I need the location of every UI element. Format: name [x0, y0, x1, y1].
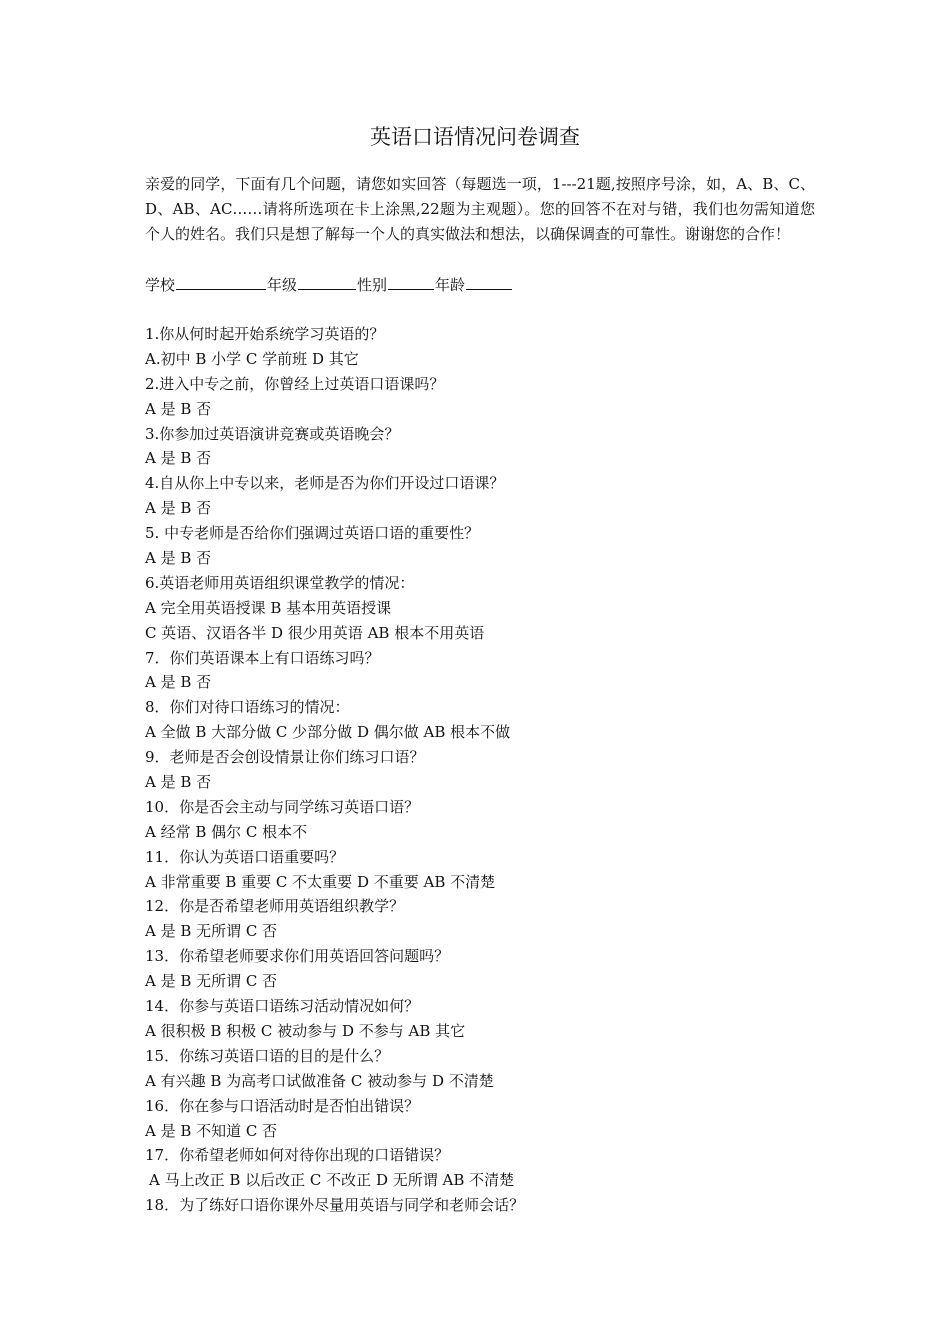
question-line: 15．你练习英语口语的目的是什么？ [145, 1046, 390, 1065]
question-line: 2.进入中专之前，你曾经上过英语口语课吗？ [145, 374, 445, 393]
question-line: 6.英语老师用英语组织课堂教学的情况： [145, 573, 415, 592]
gender-blank[interactable] [388, 273, 434, 290]
answer-line: A 是 B 不知道 C 否 [145, 1121, 278, 1140]
answer-line: A 是 B 否 [145, 499, 212, 518]
answer-line: A 非常重要 B 重要 C 不太重要 D 不重要 AB 不清楚 [145, 872, 496, 891]
question-line: 11．你认为英语口语重要吗？ [145, 847, 345, 866]
question-line: 12．你是否希望老师用英语组织教学？ [145, 897, 405, 916]
answer-line: A 是 B 否 [145, 449, 212, 468]
question-line: 14．你参与英语口语练习活动情况如何？ [145, 997, 420, 1016]
question-line: 3.你参加过英语演讲竞赛或英语晚会？ [145, 424, 400, 443]
student-info-fields [145, 273, 815, 298]
question-line: 1.你从何时起开始系统学习英语的？ [145, 325, 385, 343]
page-title: 英语口语情况问卷调查 [370, 125, 580, 149]
answer-line: A 经常 B 偶尔 C 根本不 [145, 822, 308, 841]
question-line: 4.自从你上中专以来，老师是否为你们开设过口语课？ [145, 474, 505, 493]
gender-label: 性别 [357, 276, 388, 294]
question-line: 9．老师是否会创设情景让你们练习口语？ [145, 748, 425, 767]
question-line: 7．你们英语课本上有口语练习吗？ [145, 648, 380, 667]
answer-line: A 是 B 否 [145, 399, 212, 418]
question-line: 13．你希望老师要求你们用英语回答问题吗？ [145, 947, 450, 966]
question-line: 5. 中专老师是否给你们强调过英语口语的重要性？ [145, 524, 480, 543]
question-line: 10．你是否会主动与同学练习英语口语？ [145, 797, 420, 816]
grade-label: 年级 [267, 276, 298, 294]
answer-line: A 马上改正 B 以后改正 C 不改正 D 无所谓 AB 不清楚 [149, 1171, 515, 1190]
question-line: 16．你在参与口语活动时是否怕出错误？ [145, 1096, 420, 1115]
answer-line: A 全做 B 大部分做 C 少部分做 D 偶尔做 AB 根本不做 [145, 723, 511, 742]
question-line: 8．你们对待口语练习的情况： [145, 698, 350, 717]
intro-paragraph [145, 172, 815, 247]
question-line: 18．为了练好口语你课外尽量用英语与同学和老师会话？ [145, 1196, 525, 1215]
answer-line: A 是 B 无所谓 C 否 [145, 972, 278, 991]
question-list [145, 322, 815, 1218]
answer-line: A 是 B 否 [145, 673, 212, 692]
intro-text: 亲爱的同学，下面有几个问题，请您如实回答（每题选一项，1---21题,按照序号涂，如，A、B、C、D、AB、AC……请将所选项在卡上涂黑,22题为主观题）。您的回答不在对与错，我们也勿需知道您个人的姓名。我们只是想了解每一个人的真实做法和想法，以确保调查的可靠性。谢谢您的合作！ [145, 175, 815, 243]
question-line: 17．你希望老师如何对待你出现的口语错误？ [145, 1146, 450, 1165]
answer-line: A 是 B 否 [145, 773, 212, 792]
school-label: 学校 [145, 276, 176, 294]
answer-line: C 英语、汉语各半 D 很少用英语 AB 根本不用英语 [145, 623, 485, 642]
grade-blank[interactable] [298, 273, 356, 290]
school-blank[interactable] [176, 273, 266, 290]
answer-line: A.初中 B 小学 C 学前班 D 其它 [145, 349, 359, 368]
answer-line: A 有兴趣 B 为高考口试做准备 C 被动参与 D 不清楚 [145, 1071, 494, 1090]
answer-line: A 是 B 否 [145, 549, 212, 568]
age-label: 年龄 [435, 276, 466, 294]
age-blank[interactable] [466, 273, 512, 290]
answer-line: A 是 B 无所谓 C 否 [145, 922, 278, 941]
answer-line: A 很积极 B 积极 C 被动参与 D 不参与 AB 其它 [145, 1021, 466, 1040]
answer-line: A 完全用英语授课 B 基本用英语授课 [145, 598, 392, 617]
